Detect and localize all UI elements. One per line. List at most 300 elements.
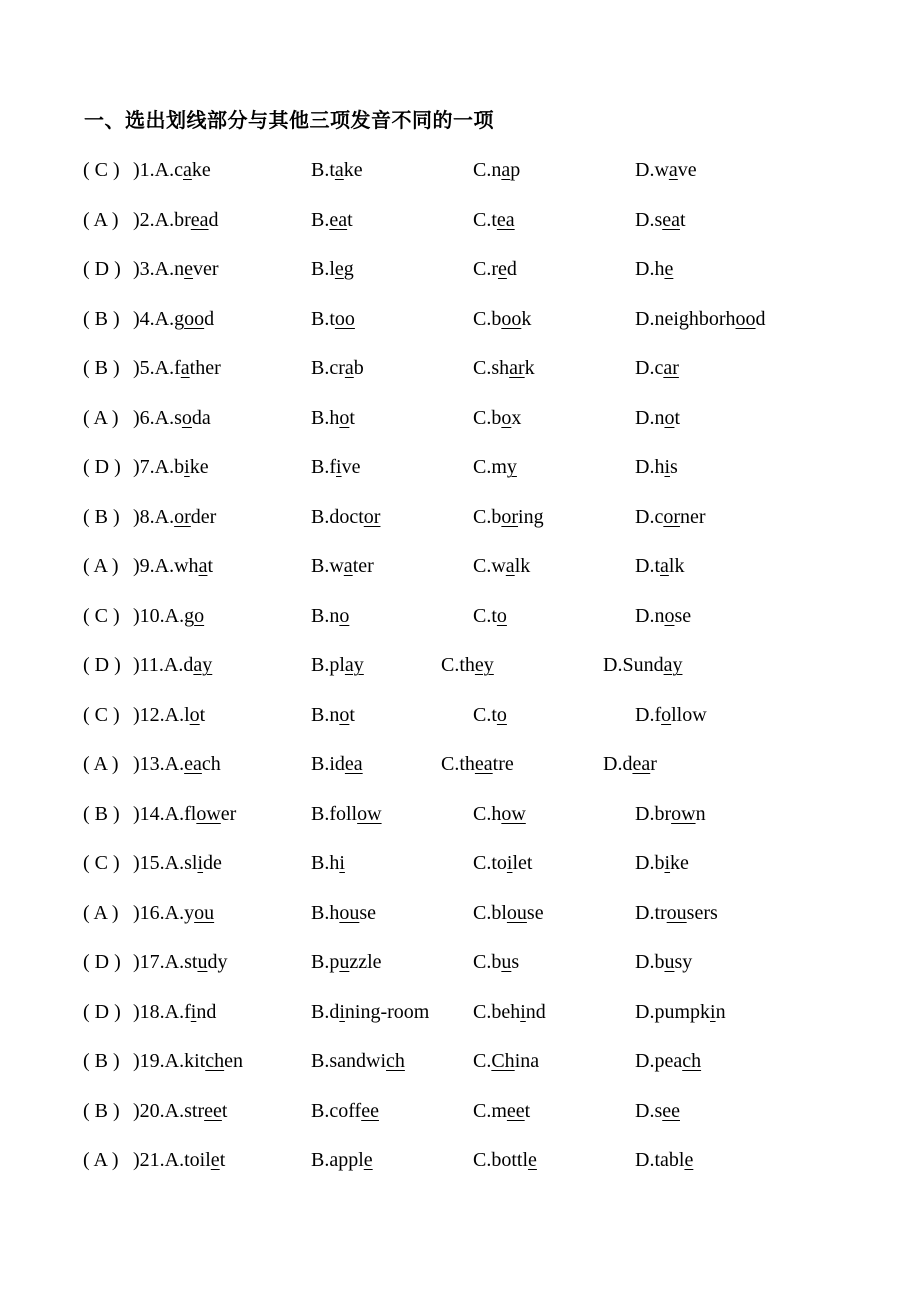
option-text: D.Sund <box>603 654 664 676</box>
option-text: C.b <box>473 307 502 330</box>
option-text: ch <box>201 753 221 775</box>
underlined-letters: or <box>663 505 680 528</box>
question-number: )20. <box>133 1099 165 1122</box>
underlined-letters: ch <box>205 1050 225 1072</box>
option-text: s <box>511 951 520 973</box>
question-number: )19. <box>133 1050 165 1072</box>
option-c <box>473 1046 539 1076</box>
option-text: D.s <box>635 1099 663 1122</box>
underlined-letters: e <box>498 258 507 280</box>
underlined-letters: ea <box>474 753 493 775</box>
underlined-letters: ay <box>663 654 683 676</box>
question-row-19 <box>0 1046 920 1076</box>
option-c <box>473 848 532 878</box>
option-text: B.cr <box>311 357 345 379</box>
option-b <box>311 1096 379 1126</box>
question-row-9 <box>0 551 920 581</box>
underlined-letters: a <box>505 555 515 577</box>
question-number: )1. <box>133 159 155 181</box>
option-text: t <box>199 703 206 726</box>
option-text: t <box>219 1149 226 1171</box>
question-number: )4. <box>133 307 155 330</box>
option-a <box>133 799 236 829</box>
option-c <box>473 601 507 631</box>
option-c <box>473 898 544 928</box>
option-b <box>311 898 376 928</box>
underlined-letters: a <box>198 555 208 577</box>
answer-key: ( B ) <box>83 1099 120 1122</box>
option-text: n <box>695 802 706 825</box>
option-a <box>133 848 222 878</box>
option-d <box>635 1046 701 1076</box>
option-text: ter <box>352 555 374 577</box>
underlined-letters: ea <box>344 753 363 775</box>
option-text: B.h <box>311 901 340 924</box>
question-number: )8. <box>133 505 155 528</box>
question-number: )5. <box>133 357 155 379</box>
option-text: D.c <box>635 357 664 379</box>
option-b <box>311 947 382 977</box>
option-text: s <box>670 456 678 478</box>
option-text: B.foll <box>311 802 358 825</box>
section-heading: 一、选出划线部分与其他三项发音不同的一项 <box>84 108 494 132</box>
question-number: )21. <box>133 1149 165 1171</box>
question-row-8 <box>0 502 920 532</box>
option-text: B.t <box>311 307 335 330</box>
option-text: A.toil <box>164 1149 211 1171</box>
option-c <box>441 650 494 680</box>
option-text: D.tr <box>635 901 667 924</box>
option-text: p <box>510 159 521 181</box>
option-d <box>635 254 673 284</box>
option-text: let <box>512 852 533 874</box>
option-text: C.t <box>473 703 497 726</box>
underlined-letters: ou <box>194 901 215 924</box>
underlined-letters: ou <box>666 901 687 924</box>
underlined-letters: a <box>344 357 354 379</box>
underlined-letters: ay <box>193 654 213 676</box>
option-a <box>133 452 209 482</box>
option-a <box>133 551 213 581</box>
option-d <box>635 155 697 185</box>
underlined-letters: o <box>339 703 350 726</box>
question-number: )18. <box>133 1000 165 1023</box>
underlined-letters: i <box>710 1000 716 1023</box>
underlined-letters: i <box>506 852 513 874</box>
option-text: D.f <box>635 703 662 726</box>
option-b <box>311 452 360 482</box>
option-text: t <box>349 703 355 726</box>
underlined-letters: u <box>501 951 512 973</box>
option-d <box>635 848 689 878</box>
option-text: A.sl <box>164 852 198 874</box>
option-text: de <box>203 852 222 874</box>
option-a <box>133 947 227 977</box>
underlined-letters: u <box>197 951 208 973</box>
option-b <box>311 700 355 730</box>
question-row-3 <box>0 254 920 284</box>
underlined-letters: u <box>339 951 350 973</box>
answer-key: ( B ) <box>83 505 120 528</box>
answer-key: ( D ) <box>83 456 121 478</box>
question-row-7 <box>0 452 920 482</box>
option-text: t <box>680 208 686 231</box>
underlined-letters: u <box>664 951 675 973</box>
option-text: C.h <box>473 802 502 825</box>
option-text: t <box>221 1099 228 1122</box>
option-d <box>635 947 692 977</box>
option-text: D.tabl <box>635 1149 685 1171</box>
question-row-12 <box>0 700 920 730</box>
option-text: ing <box>518 505 544 528</box>
underlined-letters: Ch <box>491 1050 515 1072</box>
option-text: B.pl <box>311 654 345 676</box>
question-row-11 <box>0 650 920 680</box>
question-row-5 <box>0 353 920 383</box>
underlined-letters: ee <box>506 1099 525 1122</box>
option-text: C.m <box>473 456 507 478</box>
option-text: B. <box>311 208 330 231</box>
underlined-letters: o <box>664 406 675 429</box>
question-number: )11. <box>133 654 164 676</box>
underlined-letters: ea <box>632 753 651 775</box>
option-text: A.d <box>163 654 194 676</box>
underlined-letters: ow <box>196 802 221 825</box>
option-text: D.b <box>635 852 665 874</box>
option-text: A. <box>154 505 175 528</box>
option-text: nd <box>196 1000 217 1023</box>
option-text: D.d <box>603 753 633 775</box>
question-number: )7. <box>133 456 155 478</box>
answer-key: ( B ) <box>83 1050 120 1072</box>
underlined-letters: i <box>184 456 190 478</box>
underlined-letters: or <box>174 505 191 528</box>
option-text: n <box>715 1000 726 1023</box>
option-text: B.w <box>311 555 344 577</box>
question-number: )17. <box>133 951 165 973</box>
option-b <box>311 997 429 1027</box>
option-a <box>133 155 211 185</box>
option-text: ke <box>670 852 689 874</box>
option-text: B.h <box>311 852 340 874</box>
underlined-letters: o <box>664 604 675 627</box>
option-d <box>635 551 684 581</box>
underlined-letters: a <box>183 159 192 181</box>
answer-key: ( B ) <box>83 307 120 330</box>
question-row-14 <box>0 799 920 829</box>
option-text: dy <box>207 951 228 973</box>
underlined-letters: a <box>660 555 669 577</box>
option-text: A.f <box>164 1000 191 1023</box>
option-text: C.th <box>441 654 475 676</box>
underlined-letters: e <box>334 258 344 280</box>
option-text: en <box>224 1050 244 1072</box>
option-text: B.id <box>311 753 345 775</box>
option-a <box>133 749 221 779</box>
underlined-letters: y <box>506 456 517 478</box>
question-row-2 <box>0 205 920 235</box>
option-b <box>311 502 380 532</box>
question-row-18 <box>0 997 920 1027</box>
option-a <box>133 1046 243 1076</box>
option-text: ke <box>189 456 209 478</box>
underlined-letters: ar <box>509 357 525 379</box>
underlined-letters: ee <box>361 1099 379 1122</box>
question-number: )3. <box>133 258 155 280</box>
option-text: C.sh <box>473 357 510 379</box>
option-text: er <box>220 802 237 825</box>
option-text: B.p <box>311 951 340 973</box>
underlined-letters: ea <box>662 208 680 231</box>
underlined-letters: a <box>668 159 678 181</box>
option-b <box>311 304 355 334</box>
underlined-letters: o <box>496 703 507 726</box>
option-text: t <box>347 208 353 231</box>
underlined-letters: i <box>664 852 671 874</box>
option-text: ke <box>191 159 211 181</box>
option-b <box>311 353 364 383</box>
option-text: B.sandwi <box>311 1050 386 1072</box>
option-b <box>311 1046 405 1076</box>
underlined-letters: ea <box>190 208 209 231</box>
underlined-letters: oo <box>501 307 522 330</box>
option-d <box>635 502 706 532</box>
option-text: D.br <box>635 802 672 825</box>
option-text: C.t <box>473 604 497 627</box>
underlined-letters: ea <box>329 208 348 231</box>
option-text: C.th <box>441 753 475 775</box>
answer-key: ( A ) <box>83 406 119 429</box>
option-text: A.n <box>154 258 185 280</box>
option-text: C.to <box>473 852 507 874</box>
option-b <box>311 205 353 235</box>
option-text: B.d <box>311 1000 340 1023</box>
option-text: A.c <box>154 159 183 181</box>
option-d <box>635 304 766 334</box>
underlined-letters: or <box>501 505 519 528</box>
question-number: )9. <box>133 555 155 577</box>
option-text: t <box>674 406 681 429</box>
option-text: B.h <box>311 406 340 429</box>
option-c <box>473 947 519 977</box>
underlined-letters: o <box>339 406 350 429</box>
option-text: se <box>526 901 544 924</box>
option-text: se <box>674 604 692 627</box>
option-d <box>635 205 686 235</box>
answer-key: ( A ) <box>83 208 119 231</box>
underlined-letters: or <box>363 505 381 528</box>
underlined-letters: o <box>661 703 672 726</box>
option-a <box>133 304 214 334</box>
option-text: C.b <box>473 406 502 429</box>
option-a <box>133 997 216 1027</box>
option-text: der <box>190 505 217 528</box>
option-a <box>133 502 216 532</box>
question-number: )14. <box>133 802 165 825</box>
option-text: A.f <box>154 357 181 379</box>
option-text: B.t <box>311 159 335 181</box>
answer-key: ( C ) <box>83 159 120 181</box>
option-a <box>133 1145 225 1175</box>
underlined-letters: a <box>334 159 344 181</box>
option-b <box>311 254 354 284</box>
answer-key: ( B ) <box>83 802 120 825</box>
option-text: A.b <box>154 456 185 478</box>
option-a <box>133 700 205 730</box>
option-text: B.doct <box>311 505 364 528</box>
option-text: B.l <box>311 258 335 280</box>
option-c <box>473 502 544 532</box>
option-text: A.fl <box>164 802 197 825</box>
option-text: da <box>191 406 211 429</box>
option-text: D.n <box>635 406 665 429</box>
answer-key: ( C ) <box>83 604 120 627</box>
underlined-letters: ou <box>506 901 527 924</box>
underlined-letters: oo <box>184 307 205 330</box>
question-number: )10. <box>133 604 165 627</box>
option-b <box>311 601 349 631</box>
underlined-letters: ow <box>671 802 696 825</box>
option-text: A.kit <box>164 1050 206 1072</box>
question-number: )12. <box>133 703 165 726</box>
option-d <box>635 700 707 730</box>
answer-key: ( D ) <box>83 1000 121 1023</box>
option-text: sy <box>674 951 693 973</box>
underlined-letters: i <box>190 1000 197 1023</box>
option-c <box>441 749 514 779</box>
option-a <box>133 403 211 433</box>
option-c <box>473 254 517 284</box>
option-text: D.t <box>635 555 660 577</box>
underlined-letters: e <box>210 1149 220 1171</box>
underlined-letters: o <box>181 406 192 429</box>
option-a <box>133 601 204 631</box>
option-text: C.beh <box>473 1000 521 1023</box>
option-a <box>133 353 221 383</box>
option-c <box>473 799 526 829</box>
option-text: llow <box>671 703 707 726</box>
option-text: D.h <box>635 456 665 478</box>
option-text: D.w <box>635 159 669 181</box>
answer-key: ( A ) <box>83 901 119 924</box>
underlined-letters: e <box>664 258 674 280</box>
answer-key: ( D ) <box>83 654 121 676</box>
option-c <box>473 551 530 581</box>
option-text: C.t <box>473 208 497 231</box>
underlined-letters: ea <box>496 208 515 231</box>
question-row-16 <box>0 898 920 928</box>
option-text: D.b <box>635 951 665 973</box>
option-text: C.b <box>473 505 502 528</box>
option-text: k <box>524 357 535 379</box>
option-text: g <box>343 258 354 280</box>
option-b <box>311 650 364 680</box>
option-text: A.st <box>164 951 198 973</box>
underlined-letters: i <box>664 456 671 478</box>
option-text: C.m <box>473 1099 507 1122</box>
answer-key: ( A ) <box>83 1149 119 1171</box>
option-b <box>311 1145 373 1175</box>
option-text: D.n <box>635 604 665 627</box>
option-text: B.coff <box>311 1099 362 1122</box>
option-d <box>635 452 678 482</box>
option-c <box>473 997 546 1027</box>
option-text: D.c <box>635 505 664 528</box>
option-text: nd <box>525 1000 546 1023</box>
option-text: B.appl <box>311 1149 364 1171</box>
underlined-letters: e <box>363 1149 373 1171</box>
option-b <box>311 551 374 581</box>
option-text: A.wh <box>154 555 199 577</box>
option-text: ve <box>677 159 697 181</box>
option-text: r <box>650 753 657 775</box>
option-text: zzle <box>349 951 382 973</box>
option-text: A. <box>164 753 185 775</box>
underlined-letters: e <box>684 1149 694 1171</box>
underlined-letters: ar <box>663 357 679 379</box>
answer-key: ( C ) <box>83 703 120 726</box>
option-a <box>133 1096 227 1126</box>
option-text: D.s <box>635 208 663 231</box>
underlined-letters: ea <box>184 753 202 775</box>
option-text: k <box>521 307 532 330</box>
option-c <box>473 353 535 383</box>
underlined-letters: e <box>184 258 194 280</box>
option-b <box>311 848 345 878</box>
question-number: )15. <box>133 852 165 874</box>
option-text: A.br <box>154 208 191 231</box>
option-d <box>635 1145 693 1175</box>
option-d <box>635 403 680 433</box>
underlined-letters: ou <box>339 901 360 924</box>
underlined-letters: o <box>501 406 512 429</box>
option-text: B.n <box>311 604 340 627</box>
underlined-letters: ow <box>501 802 526 825</box>
underlined-letters: ch <box>386 1050 405 1072</box>
answer-key: ( D ) <box>83 951 121 973</box>
underlined-letters: a <box>180 357 190 379</box>
option-c <box>473 403 521 433</box>
answer-key: ( A ) <box>83 753 119 775</box>
option-a <box>133 205 219 235</box>
option-c <box>473 452 517 482</box>
option-text: A.y <box>164 901 195 924</box>
underlined-letters: oo <box>334 307 355 330</box>
option-text: C.b <box>473 951 502 973</box>
option-d <box>635 898 718 928</box>
option-text: D.pumpk <box>635 1000 710 1023</box>
option-text: lk <box>668 555 685 577</box>
option-text: D.h <box>635 258 665 280</box>
question-number: )13. <box>133 753 165 775</box>
answer-key: ( B ) <box>83 357 120 379</box>
underlined-letters: e <box>528 1149 537 1171</box>
option-d <box>635 997 726 1027</box>
option-text: B.f <box>311 456 336 478</box>
option-text: lk <box>514 555 531 577</box>
underlined-letters: o <box>339 604 350 627</box>
question-row-10 <box>0 601 920 631</box>
question-row-21 <box>0 1145 920 1175</box>
option-text: C.bottl <box>473 1149 529 1171</box>
option-a <box>133 254 219 284</box>
option-text: C.w <box>473 555 506 577</box>
option-text: b <box>353 357 364 379</box>
question-number: )6. <box>133 406 155 429</box>
answer-key: ( A ) <box>83 555 119 577</box>
question-number: )16. <box>133 901 165 924</box>
option-b <box>311 799 382 829</box>
